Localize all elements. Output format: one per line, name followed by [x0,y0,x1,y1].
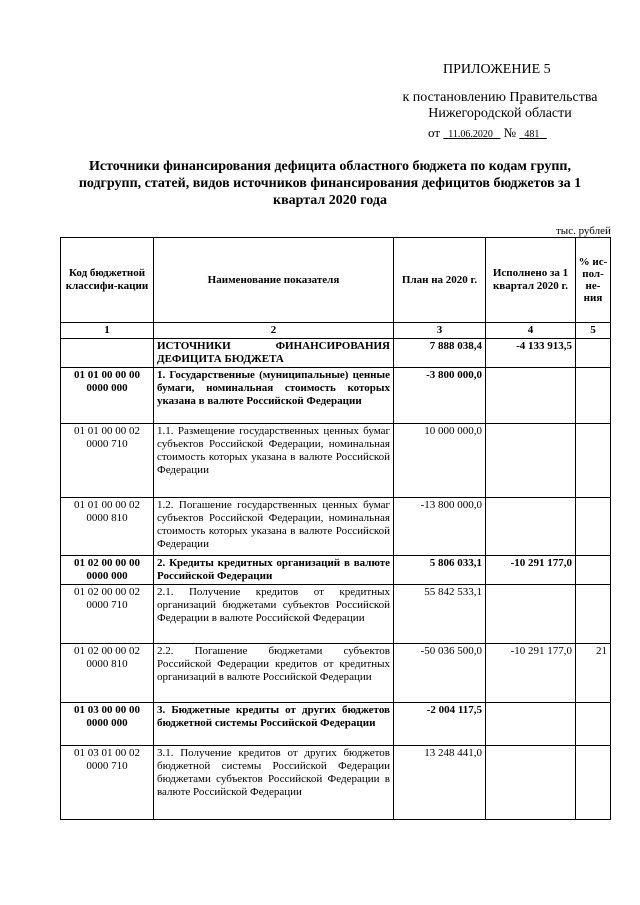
row-percent [576,585,611,644]
row-plan: -3 800 000,0 [394,368,486,424]
row-executed [486,424,576,498]
row-name: 1.2. Погашение государственных ценных бумаг субъектов Российской Федерации, номинальная стоимость которых указана в валюте Российской Федерации [154,498,394,556]
row-plan: -2 004 117,5 [394,703,486,746]
header-name: Наименование показателя [154,238,394,323]
row-name: 3.1. Получение кредитов от других бюджетов бюджетной системы Российской Федерации бюджетами субъектов Российской Федерации в валюте Российской Федерации [154,746,394,820]
row-name: 1.1. Размещение государственных ценных бумаг субъектов Российской Федерации, номинальная стоимость которых указана в валюте Российской Федерации [154,424,394,498]
row-percent: 21 [576,644,611,703]
row-plan: 10 000 000,0 [394,424,486,498]
table-row [61,424,611,498]
table-row [61,498,611,556]
table-row [61,746,611,820]
row-plan: -13 800 000,0 [394,498,486,556]
row-name: ИСТОЧНИКИ ФИНАНСИРОВАНИЯ ДЕФИЦИТА БЮДЖЕТА [154,339,394,368]
row-executed: -10 291 177,0 [486,644,576,703]
row-name: 1. Государственные (муниципальные) ценные бумаги, номинальная стоимость которых указана в валюте Российской Федерации [154,368,394,424]
table-row [61,585,611,644]
row-percent [576,339,611,368]
units-label: тыс. рублей [556,225,611,237]
row-executed [486,585,576,644]
column-number: 2 [154,323,394,339]
resolution-date: 11.06.2020 [448,129,493,140]
header-executed: Исполнено за 1 квартал 2020 г. [486,238,576,323]
column-number: 1 [61,323,154,339]
row-code: 01 02 00 00 02 0000 810 [61,644,154,703]
row-name: 2.2. Погашение бюджетами субъектов Российской Федерации кредитов от кредитных организаций в валюте Российской Федерации [154,644,394,703]
row-plan: -50 036 500,0 [394,644,486,703]
row-code: 01 02 00 00 00 0000 000 [61,556,154,585]
resolution-line-1: к постановлению Правительства [402,90,598,105]
column-number: 5 [576,323,611,339]
row-plan: 7 888 038,4 [394,339,486,368]
header-percent: % ис-пол-не-ния [576,238,611,323]
number-sign: № [503,125,517,140]
row-code: 01 01 00 00 02 0000 810 [61,498,154,556]
table-row [61,703,611,746]
row-executed: -4 133 913,5 [486,339,576,368]
row-percent [576,746,611,820]
row-name: 2. Кредиты кредитных организаций в валюте Российской Федерации [154,556,394,585]
row-plan: 5 806 033,1 [394,556,486,585]
row-code: 01 01 00 00 02 0000 710 [61,424,154,498]
row-percent [576,498,611,556]
table-row [61,368,611,424]
row-code: 01 03 00 00 00 0000 000 [61,703,154,746]
row-name: 3. Бюджетные кредиты от других бюджетов бюджетной системы Российской Федерации [154,703,394,746]
row-executed: -10 291 177,0 [486,556,576,585]
header-plan: План на 2020 г. [394,238,486,323]
row-name: 2.1. Получение кредитов от кредитных организаций бюджетами субъектов Российской Федерации в валюте Российской Федерации [154,585,394,644]
row-code [61,339,154,368]
appendix-number: ПРИЛОЖЕНИЕ 5 [443,62,551,77]
row-executed [486,368,576,424]
header-code: Код бюджетной классифи-кации [61,238,154,323]
table-row [61,556,611,585]
row-percent [576,703,611,746]
resolution-line-2: Нижегородской области [428,106,572,121]
financing-sources-table [60,237,611,820]
column-number: 3 [394,323,486,339]
table-header-row [61,238,611,323]
document-title: Источники финансирования дефицита областного бюджета по кодам групп, подгрупп, статей, видов источников финансирования дефицитов бюджетов за 1 квартал 2020 года [78,159,582,208]
resolution-reference [395,90,605,122]
table-row [61,339,611,368]
date-line [428,125,547,141]
row-percent [576,556,611,585]
row-code: 01 02 00 00 02 0000 710 [61,585,154,644]
row-percent [576,368,611,424]
row-executed [486,703,576,746]
column-number: 4 [486,323,576,339]
row-percent [576,424,611,498]
date-prefix: от [428,125,441,140]
row-plan: 13 248 441,0 [394,746,486,820]
row-executed [486,498,576,556]
row-code: 01 03 01 00 02 0000 710 [61,746,154,820]
row-code: 01 01 00 00 00 0000 000 [61,368,154,424]
resolution-number: 481 [524,129,540,140]
row-executed [486,746,576,820]
column-number-row [61,323,611,339]
row-plan: 55 842 533,1 [394,585,486,644]
table-row [61,644,611,703]
